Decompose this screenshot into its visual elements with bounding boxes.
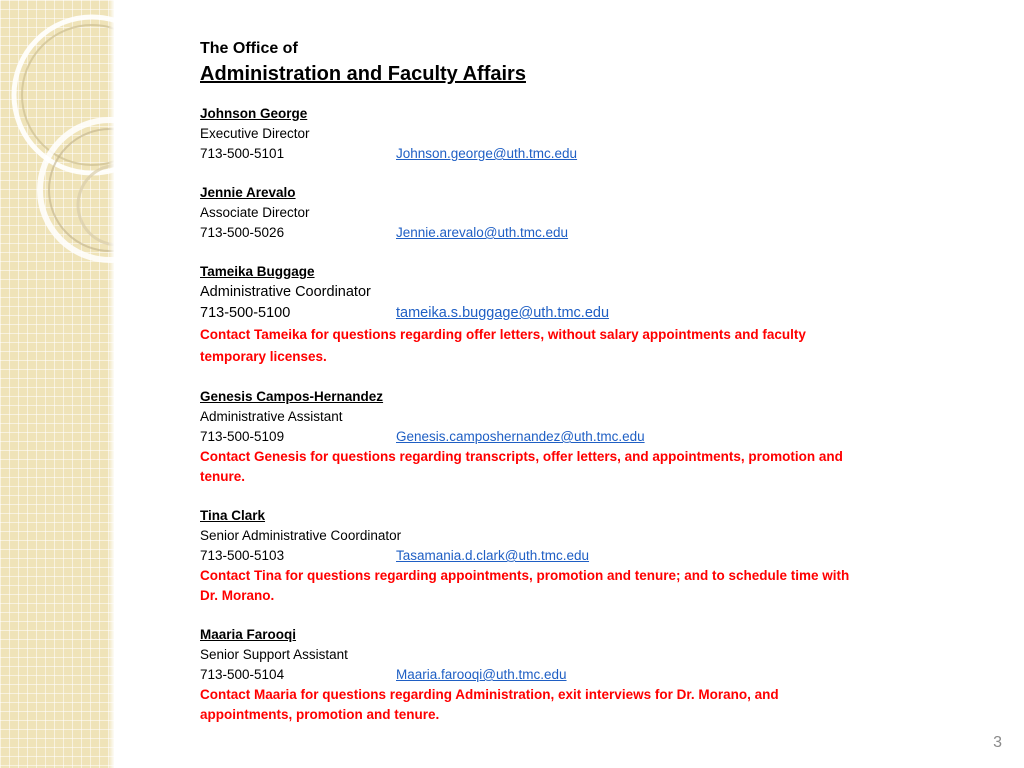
staff-entry [200, 104, 900, 164]
staff-phone: 713-500-5109 [200, 429, 285, 444]
staff-entry [200, 387, 900, 487]
staff-phone: 713-500-5100 [200, 305, 291, 321]
staff-email-link[interactable]: tameika.s.buggage@uth.tmc.edu [396, 305, 610, 321]
staff-phone: 713-500-5101 [200, 146, 285, 161]
staff-role: Administrative Coordinator [200, 284, 371, 300]
staff-name: Jennie Arevalo [200, 185, 296, 200]
staff-name: Tina Clark [200, 508, 266, 523]
staff-entry [200, 625, 900, 725]
staff-contact-line [200, 546, 900, 566]
staff-entry [200, 183, 900, 243]
staff-name: Genesis Campos-Hernandez [200, 389, 384, 404]
office-pre-title: The Office of [200, 40, 298, 57]
staff-email-link[interactable]: Maaria.farooqi@uth.tmc.edu [396, 667, 567, 682]
staff-contact-line [200, 427, 900, 447]
staff-contact-note: Contact Genesis for questions regarding transcripts, offer letters, and appointments, promotion and tenure. [200, 449, 843, 484]
staff-email-link[interactable]: Jennie.arevalo@uth.tmc.edu [396, 225, 569, 240]
directory-page [200, 38, 900, 744]
staff-email-link[interactable]: Tasamania.d.clark@uth.tmc.edu [396, 548, 590, 563]
staff-entry [200, 262, 900, 368]
staff-phone: 713-500-5026 [200, 225, 285, 240]
staff-name: Maaria Farooqi [200, 627, 297, 642]
staff-role: Senior Support Assistant [200, 647, 348, 662]
sidebar-edge [108, 0, 114, 768]
staff-contact-note: Contact Tina for questions regarding appointments, promotion and tenure; and to schedule time with Dr. Morano. [200, 568, 850, 603]
staff-name: Johnson George [200, 106, 308, 121]
office-title: Administration and Faculty Affairs [200, 63, 526, 85]
slide-page-number: 3 [993, 734, 1002, 751]
staff-contact-note: Contact Maaria for questions regarding Administration, exit interviews for Dr. Morano, and appointments, promotion and tenure. [200, 687, 779, 722]
staff-email-link[interactable]: Genesis.camposhernandez@uth.tmc.edu [396, 429, 645, 444]
decorative-sidebar [0, 0, 114, 768]
staff-role: Administrative Assistant [200, 409, 343, 424]
staff-contact-line [200, 144, 900, 164]
staff-contact-line [200, 223, 900, 243]
staff-email-link[interactable]: Johnson.george@uth.tmc.edu [396, 146, 578, 161]
staff-phone: 713-500-5103 [200, 548, 285, 563]
decorative-rings-graphic [0, 0, 114, 768]
staff-contact-line [200, 303, 900, 324]
staff-phone: 713-500-5104 [200, 667, 285, 682]
staff-entry [200, 506, 900, 606]
staff-contact-note: Contact Tameika for questions regarding offer letters, without salary appointments and faculty temporary licenses. [200, 327, 806, 364]
staff-name: Tameika Buggage [200, 264, 315, 279]
staff-contact-line [200, 665, 900, 685]
staff-role: Senior Administrative Coordinator [200, 528, 402, 543]
staff-role: Executive Director [200, 126, 310, 141]
staff-role: Associate Director [200, 205, 310, 220]
